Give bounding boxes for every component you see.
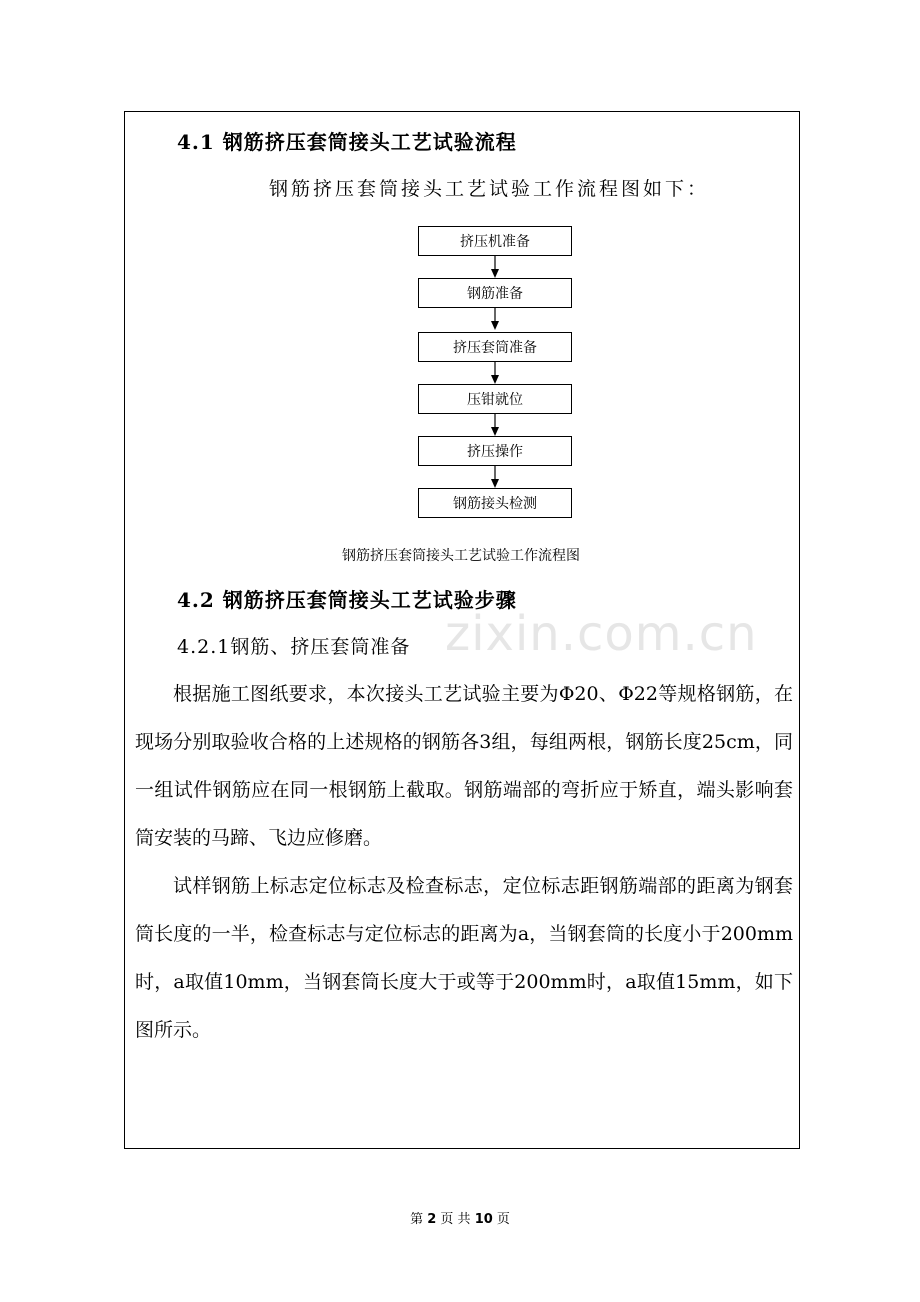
flow-step: 挤压机准备	[418, 226, 572, 256]
total-pages-number: 10	[474, 1212, 493, 1227]
flow-step: 钢筋准备	[418, 278, 572, 308]
flow-arrow	[490, 308, 500, 330]
current-page-number: 2	[427, 1212, 437, 1227]
watermark: zixin.com.cn	[445, 606, 758, 662]
flow-step: 压钳就位	[418, 384, 572, 414]
flow-step: 挤压操作	[418, 436, 572, 466]
flow-arrow	[490, 256, 500, 278]
footer-prefix: 第	[410, 1212, 424, 1227]
paragraph: 根据施工图纸要求，本次接头工艺试验主要为Φ20、Φ22等规格钢筋，在现场分别取验收合格的上述规格的钢筋各3组，每组两根，钢筋长度25cm，同一组试件钢筋应在同一根钢筋上截取。钢筋端部的弯折应于矫直，端头影响套筒安装的马蹄、飞边应修磨。	[135, 683, 793, 849]
flow-arrow	[490, 362, 500, 384]
paragraph: 试样钢筋上标志定位标志及检查标志，定位标志距钢筋端部的距离为钢套筒长度的一半，检查标志与定位标志的距离为a，当钢套筒的长度小于200mm时，a取值10mm，当钢套筒长度大于或等于200mm时，a取值15mm，如下图所示。	[135, 875, 793, 1041]
flow-step: 钢筋接头检测	[418, 488, 572, 518]
flow-step: 挤压套筒准备	[418, 332, 572, 362]
flow-arrow	[490, 414, 500, 436]
footer-suffix: 页	[496, 1212, 510, 1227]
footer-middle: 页 共	[440, 1212, 471, 1227]
section-4-2-heading: 4.2 钢筋挤压套筒接头工艺试验步骤	[177, 588, 517, 612]
section-4-1-heading: 4.1 钢筋挤压套筒接头工艺试验流程	[177, 130, 517, 154]
flowchart-caption: 钢筋挤压套筒接头工艺试验工作流程图	[342, 548, 580, 564]
flowchart-intro: 钢筋挤压套筒接头工艺试验工作流程图如下：	[269, 178, 710, 200]
section-4-2-1-heading: 4.2.1钢筋、挤压套筒准备	[177, 636, 411, 658]
flow-arrow	[490, 466, 500, 488]
page-footer	[0, 1208, 920, 1227]
